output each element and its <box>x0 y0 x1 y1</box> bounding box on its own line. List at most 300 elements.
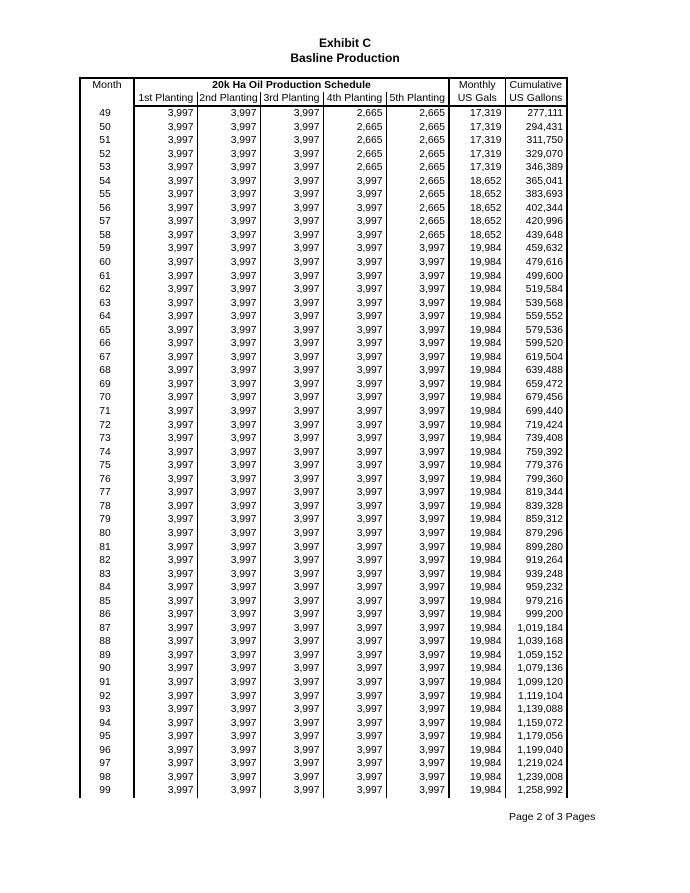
cumulative-gals-cell: 639,488 <box>505 364 567 378</box>
month-header: Month <box>80 78 134 106</box>
planting-1-cell: 3,997 <box>134 459 197 473</box>
planting-5-cell: 2,665 <box>386 161 449 175</box>
planting-4-cell: 3,997 <box>323 595 386 609</box>
month-cell: 95 <box>80 730 134 744</box>
planting-4-cell: 3,997 <box>323 459 386 473</box>
monthly-gals-cell: 19,984 <box>449 622 505 636</box>
planting-1-cell: 3,997 <box>134 473 197 487</box>
planting-3-cell: 3,997 <box>260 500 323 514</box>
planting-2-cell: 3,997 <box>197 690 260 704</box>
planting-3-cell: 3,997 <box>260 432 323 446</box>
planting-5-cell: 3,997 <box>386 690 449 704</box>
planting-5-cell: 3,997 <box>386 581 449 595</box>
planting-1-cell: 3,997 <box>134 784 197 798</box>
planting-2-cell: 3,997 <box>197 324 260 338</box>
planting-1-cell: 3,997 <box>134 121 197 135</box>
table-row <box>80 486 567 500</box>
planting-1-cell: 3,997 <box>134 581 197 595</box>
cumulative-gals-cell: 439,648 <box>505 229 567 243</box>
planting-2-cell: 3,997 <box>197 446 260 460</box>
planting-5-cell: 2,665 <box>386 148 449 162</box>
planting-5-cell: 2,665 <box>386 229 449 243</box>
cumulative-gals-cell: 759,392 <box>505 446 567 460</box>
planting-1-cell: 3,997 <box>134 256 197 270</box>
cumulative-gals-cell: 420,996 <box>505 215 567 229</box>
monthly-gals-cell: 19,984 <box>449 297 505 311</box>
cumulative-gals-cell: 1,239,008 <box>505 771 567 785</box>
cumulative-gals-cell: 939,248 <box>505 568 567 582</box>
planting-1-cell: 3,997 <box>134 649 197 663</box>
planting-4-cell: 3,997 <box>323 554 386 568</box>
cumulative-gals-cell: 779,376 <box>505 459 567 473</box>
monthly-gals-cell: 17,319 <box>449 134 505 148</box>
monthly-gals-cell: 19,984 <box>449 351 505 365</box>
planting-3-header: 3rd Planting <box>260 92 323 106</box>
planting-1-cell: 3,997 <box>134 622 197 636</box>
table-row <box>80 662 567 676</box>
table-row <box>80 161 567 175</box>
cumulative-gals-cell: 1,159,072 <box>505 717 567 731</box>
planting-2-cell: 3,997 <box>197 541 260 555</box>
month-cell: 66 <box>80 337 134 351</box>
planting-2-cell: 3,997 <box>197 270 260 284</box>
planting-4-cell: 3,997 <box>323 541 386 555</box>
monthly-gals-cell: 19,984 <box>449 337 505 351</box>
month-cell: 77 <box>80 486 134 500</box>
planting-1-cell: 3,997 <box>134 541 197 555</box>
cumulative-gals-cell: 1,059,152 <box>505 649 567 663</box>
cumulative-gals-cell: 879,296 <box>505 527 567 541</box>
planting-5-cell: 3,997 <box>386 757 449 771</box>
monthly-gals-cell: 19,984 <box>449 256 505 270</box>
table-row <box>80 419 567 433</box>
monthly-gals-cell: 19,984 <box>449 310 505 324</box>
month-cell: 69 <box>80 378 134 392</box>
planting-3-cell: 3,997 <box>260 351 323 365</box>
planting-5-cell: 3,997 <box>386 391 449 405</box>
month-cell: 80 <box>80 527 134 541</box>
planting-3-cell: 3,997 <box>260 622 323 636</box>
planting-1-cell: 3,997 <box>134 106 197 121</box>
planting-4-cell: 3,997 <box>323 581 386 595</box>
month-cell: 87 <box>80 622 134 636</box>
planting-5-cell: 3,997 <box>386 541 449 555</box>
planting-3-cell: 3,997 <box>260 771 323 785</box>
planting-3-cell: 3,997 <box>260 188 323 202</box>
planting-2-cell: 3,997 <box>197 188 260 202</box>
cumulative-gals-cell: 919,264 <box>505 554 567 568</box>
table-row <box>80 337 567 351</box>
monthly-gals-cell: 19,984 <box>449 730 505 744</box>
cumulative-gals-cell: 329,070 <box>505 148 567 162</box>
planting-1-cell: 3,997 <box>134 527 197 541</box>
planting-3-cell: 3,997 <box>260 405 323 419</box>
planting-4-cell: 3,997 <box>323 242 386 256</box>
monthly-gals-cell: 19,984 <box>449 500 505 514</box>
planting-5-cell: 3,997 <box>386 310 449 324</box>
planting-5-cell: 3,997 <box>386 608 449 622</box>
planting-1-cell: 3,997 <box>134 446 197 460</box>
planting-5-cell: 2,665 <box>386 121 449 135</box>
planting-2-cell: 3,997 <box>197 310 260 324</box>
planting-2-cell: 3,997 <box>197 148 260 162</box>
planting-4-cell: 3,997 <box>323 202 386 216</box>
page-number: Page 2 of 3 Pages <box>509 811 596 823</box>
monthly-gals-cell: 19,984 <box>449 635 505 649</box>
planting-2-cell: 3,997 <box>197 608 260 622</box>
planting-3-cell: 3,997 <box>260 270 323 284</box>
cumulative-gals-cell: 619,504 <box>505 351 567 365</box>
month-cell: 56 <box>80 202 134 216</box>
monthly-gals-cell: 18,652 <box>449 175 505 189</box>
month-cell: 79 <box>80 513 134 527</box>
cumulative-gals-cell: 519,584 <box>505 283 567 297</box>
cumulative-gals-cell: 1,179,056 <box>505 730 567 744</box>
planting-3-cell: 3,997 <box>260 419 323 433</box>
planting-1-cell: 3,997 <box>134 283 197 297</box>
month-cell: 91 <box>80 676 134 690</box>
planting-2-cell: 3,997 <box>197 649 260 663</box>
month-cell: 74 <box>80 446 134 460</box>
planting-1-cell: 3,997 <box>134 513 197 527</box>
month-cell: 96 <box>80 744 134 758</box>
planting-1-cell: 3,997 <box>134 703 197 717</box>
planting-5-cell: 2,665 <box>386 202 449 216</box>
cumulative-gals-cell: 579,536 <box>505 324 567 338</box>
table-row <box>80 622 567 636</box>
table-row <box>80 554 567 568</box>
planting-5-cell: 3,997 <box>386 432 449 446</box>
planting-2-cell: 3,997 <box>197 581 260 595</box>
month-cell: 67 <box>80 351 134 365</box>
cumulative-gals-cell: 383,693 <box>505 188 567 202</box>
planting-1-cell: 3,997 <box>134 676 197 690</box>
monthly-gals-cell: 17,319 <box>449 148 505 162</box>
month-cell: 57 <box>80 215 134 229</box>
month-cell: 93 <box>80 703 134 717</box>
planting-2-cell: 3,997 <box>197 215 260 229</box>
cumulative-header-line1: Cumulative <box>505 78 567 92</box>
planting-3-cell: 3,997 <box>260 215 323 229</box>
planting-5-cell: 2,665 <box>386 188 449 202</box>
planting-5-cell: 2,665 <box>386 215 449 229</box>
monthly-gals-cell: 17,319 <box>449 106 505 121</box>
planting-3-cell: 3,997 <box>260 757 323 771</box>
planting-5-cell: 3,997 <box>386 446 449 460</box>
planting-3-cell: 3,997 <box>260 473 323 487</box>
planting-1-cell: 3,997 <box>134 297 197 311</box>
planting-1-cell: 3,997 <box>134 337 197 351</box>
month-cell: 59 <box>80 242 134 256</box>
planting-2-cell: 3,997 <box>197 635 260 649</box>
table-row <box>80 378 567 392</box>
month-cell: 63 <box>80 297 134 311</box>
planting-1-cell: 3,997 <box>134 635 197 649</box>
planting-2-cell: 3,997 <box>197 161 260 175</box>
month-cell: 90 <box>80 662 134 676</box>
month-cell: 78 <box>80 500 134 514</box>
planting-3-cell: 3,997 <box>260 324 323 338</box>
planting-3-cell: 3,997 <box>260 608 323 622</box>
planting-5-cell: 3,997 <box>386 405 449 419</box>
month-cell: 65 <box>80 324 134 338</box>
cumulative-gals-cell: 959,232 <box>505 581 567 595</box>
planting-5-cell: 3,997 <box>386 595 449 609</box>
table-row <box>80 690 567 704</box>
table-row <box>80 730 567 744</box>
planting-5-cell: 3,997 <box>386 744 449 758</box>
table-row <box>80 202 567 216</box>
monthly-gals-cell: 19,984 <box>449 649 505 663</box>
planting-2-cell: 3,997 <box>197 500 260 514</box>
planting-1-cell: 3,997 <box>134 270 197 284</box>
table-row <box>80 459 567 473</box>
table-row <box>80 527 567 541</box>
month-cell: 99 <box>80 784 134 798</box>
planting-2-cell: 3,997 <box>197 175 260 189</box>
table-row <box>80 364 567 378</box>
cumulative-gals-cell: 294,431 <box>505 121 567 135</box>
planting-4-cell: 2,665 <box>323 148 386 162</box>
planting-2-cell: 3,997 <box>197 554 260 568</box>
month-cell: 82 <box>80 554 134 568</box>
planting-5-cell: 2,665 <box>386 134 449 148</box>
planting-3-cell: 3,997 <box>260 297 323 311</box>
planting-1-cell: 3,997 <box>134 391 197 405</box>
planting-2-cell: 3,997 <box>197 405 260 419</box>
monthly-gals-cell: 17,319 <box>449 121 505 135</box>
monthly-gals-cell: 19,984 <box>449 459 505 473</box>
planting-3-cell: 3,997 <box>260 148 323 162</box>
table-row <box>80 242 567 256</box>
table-row <box>80 283 567 297</box>
month-cell: 92 <box>80 690 134 704</box>
month-cell: 81 <box>80 541 134 555</box>
cumulative-header-line2: US Gallons <box>505 92 567 106</box>
cumulative-gals-cell: 1,099,120 <box>505 676 567 690</box>
planting-2-cell: 3,997 <box>197 757 260 771</box>
planting-5-header: 5th Planting <box>386 92 449 106</box>
planting-2-cell: 3,997 <box>197 527 260 541</box>
month-cell: 71 <box>80 405 134 419</box>
table-row <box>80 473 567 487</box>
planting-1-cell: 3,997 <box>134 730 197 744</box>
table-row <box>80 446 567 460</box>
planting-3-cell: 3,997 <box>260 202 323 216</box>
planting-4-cell: 3,997 <box>323 513 386 527</box>
planting-5-cell: 3,997 <box>386 568 449 582</box>
monthly-gals-cell: 19,984 <box>449 662 505 676</box>
cumulative-gals-cell: 679,456 <box>505 391 567 405</box>
planting-5-cell: 3,997 <box>386 527 449 541</box>
planting-3-cell: 3,997 <box>260 744 323 758</box>
planting-2-cell: 3,997 <box>197 256 260 270</box>
planting-3-cell: 3,997 <box>260 635 323 649</box>
cumulative-gals-cell: 1,119,104 <box>505 690 567 704</box>
table-row <box>80 188 567 202</box>
planting-4-cell: 3,997 <box>323 473 386 487</box>
planting-2-cell: 3,997 <box>197 351 260 365</box>
monthly-gals-cell: 19,984 <box>449 527 505 541</box>
month-cell: 49 <box>80 106 134 121</box>
planting-3-cell: 3,997 <box>260 161 323 175</box>
planting-3-cell: 3,997 <box>260 310 323 324</box>
planting-4-cell: 3,997 <box>323 351 386 365</box>
monthly-gals-cell: 19,984 <box>449 391 505 405</box>
month-cell: 88 <box>80 635 134 649</box>
planting-1-cell: 3,997 <box>134 148 197 162</box>
planting-4-cell: 3,997 <box>323 175 386 189</box>
planting-4-cell: 3,997 <box>323 270 386 284</box>
cumulative-gals-cell: 699,440 <box>505 405 567 419</box>
planting-5-cell: 2,665 <box>386 106 449 121</box>
table-row <box>80 568 567 582</box>
month-cell: 86 <box>80 608 134 622</box>
planting-1-cell: 3,997 <box>134 554 197 568</box>
planting-3-cell: 3,997 <box>260 378 323 392</box>
monthly-gals-cell: 19,984 <box>449 744 505 758</box>
planting-2-header: 2nd Planting <box>197 92 260 106</box>
planting-1-cell: 3,997 <box>134 595 197 609</box>
planting-5-cell: 3,997 <box>386 378 449 392</box>
planting-1-cell: 3,997 <box>134 351 197 365</box>
planting-1-cell: 3,997 <box>134 568 197 582</box>
cumulative-gals-cell: 999,200 <box>505 608 567 622</box>
monthly-gals-cell: 19,984 <box>449 446 505 460</box>
planting-3-cell: 3,997 <box>260 730 323 744</box>
planting-4-cell: 3,997 <box>323 337 386 351</box>
planting-5-cell: 3,997 <box>386 771 449 785</box>
table-row <box>80 270 567 284</box>
planting-3-cell: 3,997 <box>260 690 323 704</box>
planting-4-cell: 3,997 <box>323 297 386 311</box>
planting-4-header: 4th Planting <box>323 92 386 106</box>
planting-3-cell: 3,997 <box>260 242 323 256</box>
planting-3-cell: 3,997 <box>260 459 323 473</box>
planting-4-cell: 3,997 <box>323 568 386 582</box>
monthly-gals-cell: 19,984 <box>449 419 505 433</box>
cumulative-gals-cell: 365,041 <box>505 175 567 189</box>
planting-3-cell: 3,997 <box>260 337 323 351</box>
cumulative-gals-cell: 499,600 <box>505 270 567 284</box>
planting-3-cell: 3,997 <box>260 364 323 378</box>
planting-4-cell: 3,997 <box>323 215 386 229</box>
month-cell: 98 <box>80 771 134 785</box>
planting-2-cell: 3,997 <box>197 202 260 216</box>
cumulative-gals-cell: 1,139,088 <box>505 703 567 717</box>
cumulative-gals-cell: 659,472 <box>505 378 567 392</box>
planting-5-cell: 3,997 <box>386 351 449 365</box>
planting-5-cell: 3,997 <box>386 554 449 568</box>
planting-1-cell: 3,997 <box>134 757 197 771</box>
monthly-gals-cell: 18,652 <box>449 188 505 202</box>
table-row <box>80 717 567 731</box>
monthly-header-line1: Monthly <box>449 78 505 92</box>
monthly-gals-cell: 19,984 <box>449 432 505 446</box>
document-title: Exhibit C <box>318 36 371 50</box>
planting-2-cell: 3,997 <box>197 473 260 487</box>
planting-1-cell: 3,997 <box>134 486 197 500</box>
planting-5-cell: 3,997 <box>386 635 449 649</box>
planting-2-cell: 3,997 <box>197 391 260 405</box>
cumulative-gals-cell: 1,039,168 <box>505 635 567 649</box>
planting-1-cell: 3,997 <box>134 405 197 419</box>
planting-4-cell: 3,997 <box>323 757 386 771</box>
planting-2-cell: 3,997 <box>197 283 260 297</box>
planting-1-cell: 3,997 <box>134 324 197 338</box>
planting-4-cell: 3,997 <box>323 784 386 798</box>
planting-5-cell: 3,997 <box>386 270 449 284</box>
planting-2-cell: 3,997 <box>197 568 260 582</box>
month-cell: 89 <box>80 649 134 663</box>
monthly-gals-cell: 19,984 <box>449 703 505 717</box>
month-cell: 61 <box>80 270 134 284</box>
monthly-gals-cell: 17,319 <box>449 161 505 175</box>
planting-4-cell: 3,997 <box>323 486 386 500</box>
monthly-header-line2: US Gals <box>449 92 505 106</box>
planting-1-cell: 3,997 <box>134 500 197 514</box>
monthly-gals-cell: 19,984 <box>449 595 505 609</box>
planting-3-cell: 3,997 <box>260 595 323 609</box>
table-row <box>80 703 567 717</box>
table-row <box>80 297 567 311</box>
cumulative-gals-cell: 719,424 <box>505 419 567 433</box>
monthly-gals-cell: 19,984 <box>449 486 505 500</box>
planting-2-cell: 3,997 <box>197 717 260 731</box>
month-cell: 72 <box>80 419 134 433</box>
planting-3-cell: 3,997 <box>260 256 323 270</box>
planting-4-cell: 3,997 <box>323 500 386 514</box>
planting-2-cell: 3,997 <box>197 229 260 243</box>
planting-2-cell: 3,997 <box>197 121 260 135</box>
planting-5-cell: 3,997 <box>386 337 449 351</box>
planting-5-cell: 3,997 <box>386 662 449 676</box>
planting-1-cell: 3,997 <box>134 310 197 324</box>
monthly-gals-cell: 19,984 <box>449 771 505 785</box>
month-cell: 84 <box>80 581 134 595</box>
month-cell: 50 <box>80 121 134 135</box>
month-cell: 85 <box>80 595 134 609</box>
cumulative-gals-cell: 479,616 <box>505 256 567 270</box>
table-row <box>80 351 567 365</box>
planting-1-cell: 3,997 <box>134 690 197 704</box>
planting-1-cell: 3,997 <box>134 242 197 256</box>
table-row <box>80 256 567 270</box>
planting-5-cell: 3,997 <box>386 513 449 527</box>
planting-3-cell: 3,997 <box>260 175 323 189</box>
planting-3-cell: 3,997 <box>260 134 323 148</box>
planting-1-cell: 3,997 <box>134 202 197 216</box>
planting-4-cell: 3,997 <box>323 432 386 446</box>
cumulative-gals-cell: 1,079,136 <box>505 662 567 676</box>
planting-4-cell: 3,997 <box>323 744 386 758</box>
planting-5-cell: 3,997 <box>386 256 449 270</box>
planting-4-cell: 3,997 <box>323 608 386 622</box>
monthly-gals-cell: 18,652 <box>449 229 505 243</box>
monthly-gals-cell: 19,984 <box>449 270 505 284</box>
month-cell: 55 <box>80 188 134 202</box>
header-row-group <box>80 78 567 92</box>
planting-1-cell: 3,997 <box>134 134 197 148</box>
planting-3-cell: 3,997 <box>260 649 323 663</box>
cumulative-gals-cell: 346,389 <box>505 161 567 175</box>
table-row <box>80 121 567 135</box>
production-schedule-header: 20k Ha Oil Production Schedule <box>134 78 449 92</box>
cumulative-gals-cell: 599,520 <box>505 337 567 351</box>
cumulative-gals-cell: 899,280 <box>505 541 567 555</box>
monthly-gals-cell: 19,984 <box>449 757 505 771</box>
cumulative-gals-cell: 1,219,024 <box>505 757 567 771</box>
